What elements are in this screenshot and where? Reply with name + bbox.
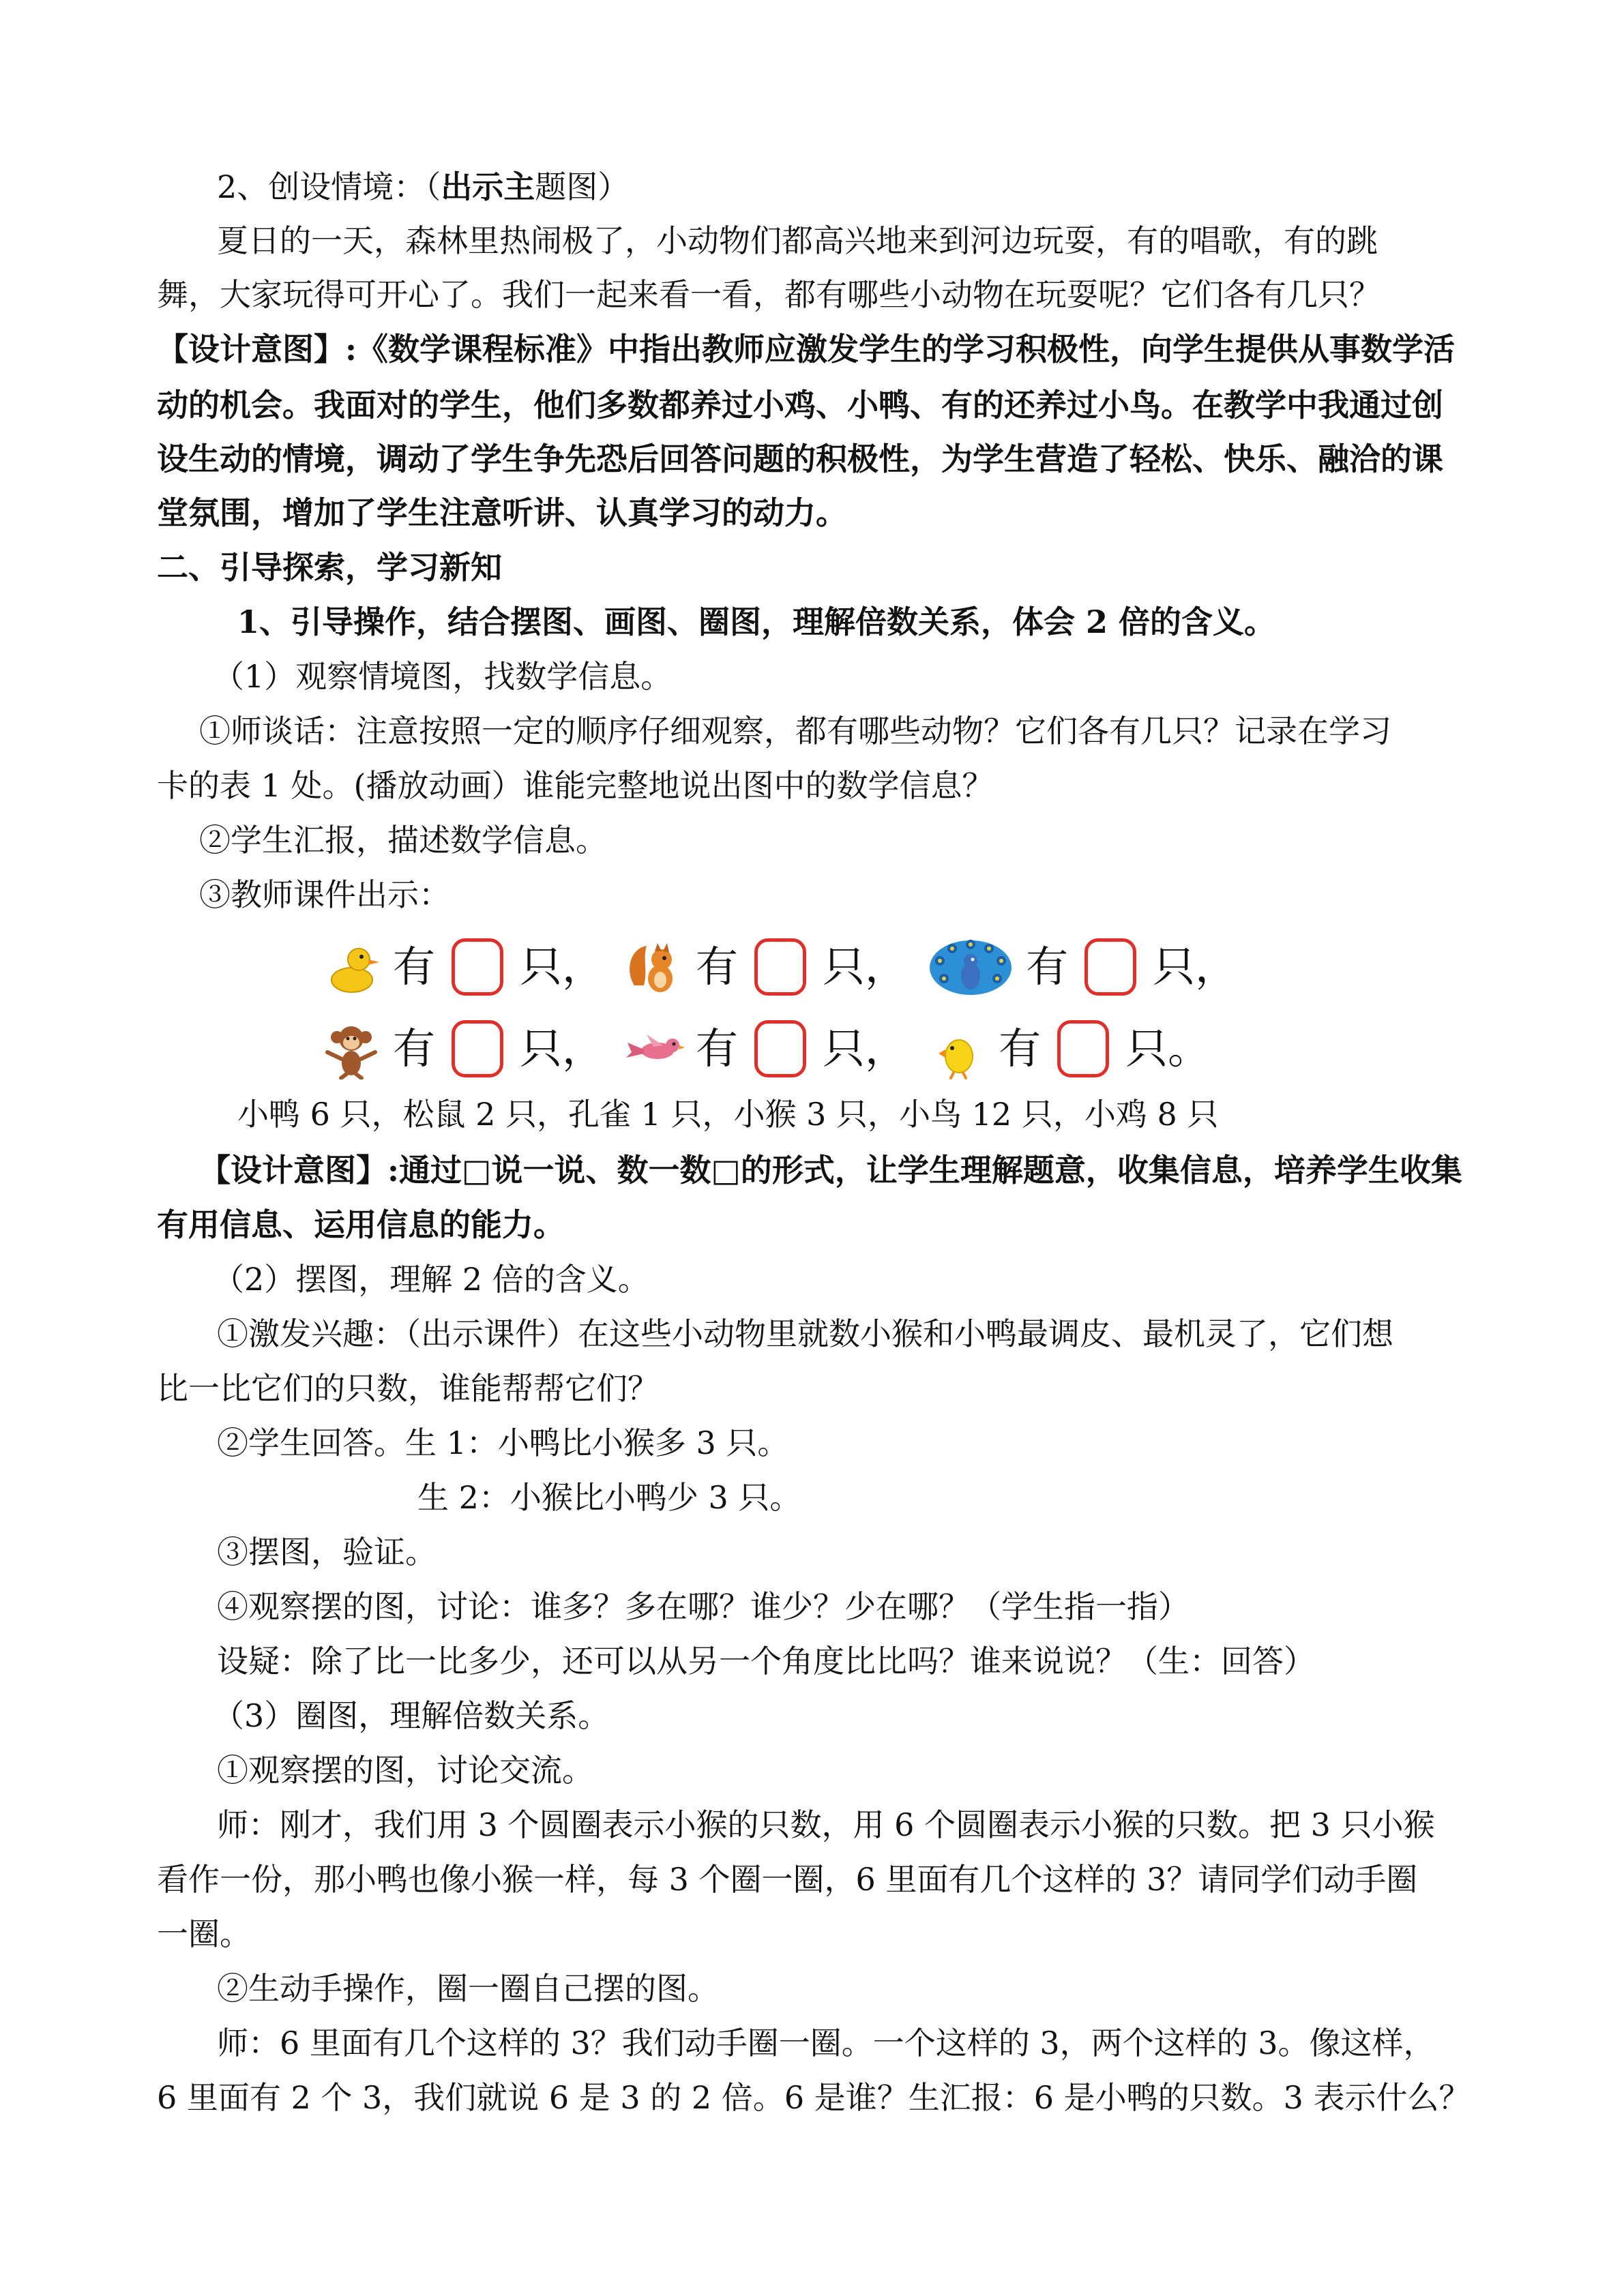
line-18: （2）摆图，理解 2 倍的含义。	[213, 1261, 649, 1298]
line-5: 动的机会。我面对的学生，他们多数都养过小鸡、小鸭、有的还养过小鸟。在教学中我通过创	[157, 387, 1443, 423]
template-item-chick	[926, 1018, 1217, 1079]
chick-icon	[926, 1018, 988, 1079]
line-22: 生 2：小猴比小鸭少 3 只。	[417, 1479, 801, 1516]
bird-icon	[623, 1018, 685, 1079]
line-11: ①师谈话：注意按照一定的顺序仔细观察，都有哪些动物？它们各有几只？记录在学习	[199, 713, 1391, 749]
template-item-peacock	[926, 936, 1244, 998]
template-item-monkey	[321, 1018, 611, 1079]
line-2: 夏日的一天，森林里热闹极了，小动物们都高兴地来到河边玩耍，有的唱歌，有的跳	[217, 222, 1378, 259]
template-item-squirrel	[623, 936, 914, 998]
template-item-duck	[321, 936, 611, 998]
answer-box-duck[interactable]	[452, 938, 503, 996]
you-char: 有	[1026, 942, 1069, 992]
line-1-part-b: 出示主	[441, 168, 535, 205]
design-intent-2-cont: 有用信息、运用信息的能力。	[157, 1206, 565, 1243]
line-27: ①观察摆的图，讨论交流。	[217, 1752, 593, 1789]
line-12: 卡的表 1 处。(播放动画）谁能完整地说出图中的数学信息？	[157, 767, 994, 804]
animal-counts: 小鸭 6 只，松鼠 2 只，孔雀 1 只，小猴 3 只，小鸟 12 只，小鸡 8 只	[237, 1096, 1219, 1133]
you-char: 有	[999, 1024, 1042, 1073]
zhi-char: 只。	[1125, 1024, 1211, 1073]
you-char: 有	[696, 1024, 739, 1073]
line-28: 师：刚才，我们用 3 个圆圈表示小猴的只数，用 6 个圆圈表示小猴的只数。把 3 只小猴	[217, 1806, 1435, 1843]
line-23: ③摆图，验证。	[217, 1534, 437, 1570]
line-32: 师：6 里面有几个这样的 3？我们动手圈一圈。一个这样的 3，两个这样的 3。像这样，	[217, 2025, 1435, 2061]
zhi-char: 只，	[823, 1024, 908, 1073]
answer-box-chick[interactable]	[1057, 1020, 1109, 1077]
line-6: 设生动的情境，调动了学生争先恐后回答问题的积极性，为学生营造了轻松、快乐、融洽的课	[157, 441, 1443, 477]
you-char: 有	[393, 1024, 436, 1073]
zhi-char: 只，	[823, 942, 908, 992]
you-char: 有	[696, 942, 739, 992]
line-21: ②学生回答。生 1：小鸭比小猴多 3 只。	[217, 1425, 789, 1461]
line-10: （1）观察情境图，找数学信息。	[213, 658, 673, 695]
line-4: 【设计意图】:《数学课程标准》中指出教师应激发学生的学习积极性，向学生提供从事数学活	[157, 331, 1455, 368]
line-7: 堂氛围，增加了学生注意听讲、认真学习的动力。	[157, 494, 847, 531]
answer-box-squirrel[interactable]	[754, 938, 806, 996]
line-26: （3）圈图，理解倍数关系。	[213, 1697, 610, 1734]
line-1	[217, 166, 1467, 207]
zhi-char: 只，	[520, 942, 605, 992]
you-char: 有	[393, 942, 436, 992]
answer-box-bird[interactable]	[754, 1020, 806, 1077]
line-20: 比一比它们的只数，谁能帮帮它们？	[157, 1370, 659, 1407]
subsection-heading: 1、引导操作，结合摆图、画图、圈图，理解倍数关系，体会 2 倍的含义。	[237, 603, 1276, 640]
template-row-1	[321, 933, 1256, 1001]
line-30: 一圈。	[157, 1915, 251, 1952]
line-24: ④观察摆的图，讨论：谁多？多在哪？谁少？少在哪？（学生指一指）	[217, 1588, 1190, 1625]
peacock-icon	[926, 936, 1015, 998]
template-row-2	[321, 1015, 1229, 1083]
line-33: 6 里面有 2 个 3，我们就说 6 是 3 的 2 倍。6 是谁？生汇报：6 是小鸭的只数。3 表示什么？	[157, 2079, 1471, 2116]
line-31: ②生动手操作，圈一圈自己摆的图。	[217, 1970, 719, 2007]
line-3: 舞，大家玩得可开心了。我们一起来看一看，都有哪些小动物在玩耍呢？它们各有几只？	[157, 276, 1381, 313]
template-item-bird	[623, 1018, 914, 1079]
monkey-icon	[321, 1018, 382, 1079]
answer-box-peacock[interactable]	[1084, 938, 1136, 996]
design-intent-2: 【设计意图】:通过□说一说、数一数□的形式，让学生理解题意，收集信息，培养学生收集	[199, 1152, 1462, 1189]
line-29: 看作一份，那小鸭也像小猴一样，每 3 个圈一圈，6 里面有几个这样的 3？请同学们动手圈	[157, 1861, 1418, 1898]
section-heading: 二、引导探索，学习新知	[157, 549, 502, 586]
zhi-char: 只，	[520, 1024, 605, 1073]
duck-icon	[321, 936, 382, 998]
line-13: ②学生汇报，描述数学信息。	[199, 822, 607, 859]
line-1-part-c: 题图）	[535, 168, 630, 205]
line-25: 设疑：除了比一比多少，还可以从另一个角度比比吗？谁来说说？（生：回答）	[217, 1643, 1315, 1680]
line-14: ③教师课件出示：	[199, 876, 450, 913]
zhi-char: 只，	[1153, 942, 1238, 992]
squirrel-icon	[623, 936, 685, 998]
answer-box-monkey[interactable]	[452, 1020, 503, 1077]
line-19: ①激发兴趣：（出示课件）在这些小动物里就数小猴和小鸭最调皮、最机灵了，它们想	[217, 1315, 1393, 1352]
line-1-part-a: 2、创设情境：（	[217, 168, 441, 205]
